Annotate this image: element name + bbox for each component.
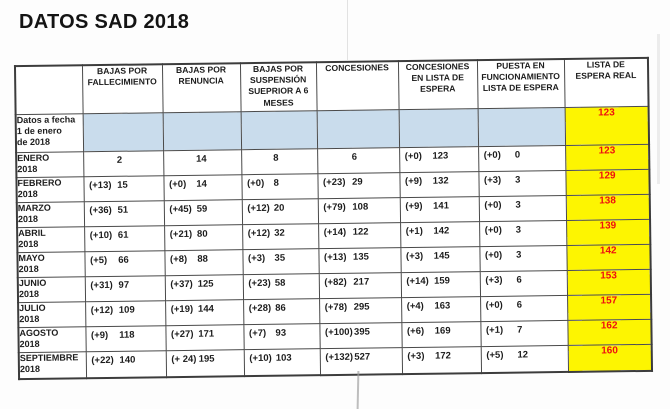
table-cell xyxy=(479,245,566,271)
cell-delta: (+ 24) xyxy=(171,353,197,365)
cell-delta: (+0) xyxy=(483,149,501,161)
cell-delta xyxy=(84,154,117,165)
table-cell xyxy=(399,171,478,197)
table-cell xyxy=(319,272,401,298)
row-label: JUNIO 2018 xyxy=(18,276,85,302)
scan-fold-artifact-bottom xyxy=(357,371,360,409)
table-cell xyxy=(85,275,165,301)
table-cell xyxy=(241,173,317,199)
table-cell xyxy=(83,175,163,201)
cell-delta: (+13) xyxy=(88,179,112,191)
cell-value: 80 xyxy=(196,228,208,240)
cell-delta: (+0) xyxy=(485,299,503,311)
table-cell xyxy=(399,146,478,172)
column-header-lista-espera-real: LISTA DE ESPERA REAL xyxy=(564,58,649,107)
cell-value: 8 xyxy=(273,152,279,164)
table-cell xyxy=(243,298,319,324)
table-cell xyxy=(244,348,320,376)
table-cell xyxy=(319,297,401,323)
cell-value: 3 xyxy=(515,224,522,236)
cell-value: 140 xyxy=(119,354,136,366)
table-cell xyxy=(401,321,480,347)
cell-delta: (+9) xyxy=(404,175,423,187)
table-cell xyxy=(85,325,165,351)
cell-delta: (+8) xyxy=(169,253,188,265)
cell-delta xyxy=(318,151,352,162)
scanned-sheet xyxy=(14,57,653,380)
table-cell xyxy=(401,296,480,322)
cell-delta: (+3) xyxy=(485,274,503,286)
cell-value: 8 xyxy=(273,177,279,189)
table-cell xyxy=(165,299,243,325)
table-cell xyxy=(165,274,243,300)
table-cell xyxy=(165,324,243,350)
cell-value: 51 xyxy=(117,204,129,216)
cell-delta xyxy=(242,152,274,163)
lista-espera-real-cell: 123 xyxy=(565,106,649,145)
cell-value: 86 xyxy=(275,302,286,314)
cell-delta: (+12) xyxy=(247,202,270,214)
table-cell xyxy=(242,248,318,274)
table-cell xyxy=(479,195,566,221)
cell-value: 169 xyxy=(434,324,451,337)
cell-delta: (+0) xyxy=(484,199,502,211)
cell-value: 6 xyxy=(516,274,522,286)
row-label: MARZO 2018 xyxy=(17,201,84,227)
cell-delta: (+100) xyxy=(324,326,353,338)
lista-espera-real-cell: 129 xyxy=(565,169,649,195)
scan-fold-artifact-top xyxy=(347,0,348,60)
cell-delta: (+82) xyxy=(324,276,347,288)
cell-delta: (+19) xyxy=(170,303,194,315)
cell-value: 159 xyxy=(434,274,451,287)
cell-delta: (+12) xyxy=(90,304,114,316)
table-cell xyxy=(166,349,244,377)
cell-delta: (+12) xyxy=(247,227,271,239)
cell-value: 14 xyxy=(196,178,208,190)
cell-delta: (+1) xyxy=(485,324,504,336)
cell-delta: (+3) xyxy=(405,250,424,262)
table-cell xyxy=(478,170,565,196)
table-cell xyxy=(318,197,400,223)
table-cell xyxy=(400,196,479,222)
cell-delta: (+23) xyxy=(322,176,346,188)
cell-delta: (+79) xyxy=(323,201,346,213)
cell-value: 195 xyxy=(198,353,215,365)
cell-delta: (+78) xyxy=(324,301,348,313)
table-cell xyxy=(480,295,567,321)
cell-delta: (+4) xyxy=(406,300,424,312)
cell-delta: (+5) xyxy=(89,254,108,266)
cell-value: 35 xyxy=(274,252,286,264)
row-label: AGOSTO 2018 xyxy=(18,326,85,352)
table-cell xyxy=(401,271,480,297)
cell-delta: (+45) xyxy=(169,203,192,215)
cell-value: 3 xyxy=(515,199,521,211)
cell-delta: (+10) xyxy=(89,229,113,241)
cell-delta: (+3) xyxy=(483,174,502,186)
cell-delta: (+9) xyxy=(90,329,109,341)
cell-value: 93 xyxy=(275,327,287,339)
cell-value: 58 xyxy=(274,277,286,289)
cell-value: 144 xyxy=(197,303,214,315)
cell-value: 3 xyxy=(516,249,522,261)
cell-delta: (+9) xyxy=(405,200,423,212)
cell-delta: (+10) xyxy=(249,352,272,364)
column-header-empty xyxy=(15,65,83,114)
table-cell xyxy=(242,223,318,249)
row-label: ABRIL 2018 xyxy=(17,226,84,252)
cell-value: 125 xyxy=(197,278,214,290)
table-cell xyxy=(400,221,479,247)
cell-value: 217 xyxy=(353,276,370,288)
table-cell xyxy=(163,149,241,175)
table-cell xyxy=(243,323,319,349)
cell-value: 135 xyxy=(352,251,369,263)
table-cell xyxy=(400,246,479,272)
table-cell xyxy=(318,222,400,248)
table-cell xyxy=(479,220,566,246)
cell-value: 88 xyxy=(197,253,208,265)
table-cell xyxy=(164,249,242,275)
cell-delta: (+0) xyxy=(484,224,502,236)
table-cell xyxy=(242,198,318,224)
cell-value: 171 xyxy=(198,328,215,340)
cell-value: 32 xyxy=(274,227,285,239)
table-cell xyxy=(478,107,565,146)
cell-value: 0 xyxy=(514,149,521,161)
cell-value: 2 xyxy=(116,154,123,166)
table-cell xyxy=(481,345,568,373)
cell-value: 123 xyxy=(432,149,449,162)
table-cell xyxy=(83,150,163,176)
table-cell xyxy=(317,147,399,173)
cell-delta: (+36) xyxy=(89,204,112,216)
cell-delta: (+23) xyxy=(248,277,271,289)
row-label: ENERO 2018 xyxy=(16,151,83,177)
cell-delta: (+3) xyxy=(247,252,266,264)
table-cell xyxy=(163,174,241,200)
table-cell xyxy=(164,224,242,250)
cell-value: 7 xyxy=(517,324,523,336)
cell-value: 527 xyxy=(354,351,371,363)
table-cell xyxy=(164,199,242,225)
table-cell xyxy=(317,109,399,148)
table-cell xyxy=(243,273,319,299)
table-cell xyxy=(402,346,481,374)
cell-delta: (+3) xyxy=(407,350,425,362)
cell-delta: (+0) xyxy=(484,249,503,261)
cell-value: 3 xyxy=(515,174,521,186)
cell-delta: (+28) xyxy=(248,302,272,314)
document-title: DATOS SAD 2018 xyxy=(19,11,190,33)
cell-value: 12 xyxy=(517,348,529,361)
lista-espera-real-cell: 138 xyxy=(566,194,650,220)
cell-delta: (+6) xyxy=(406,325,425,337)
column-header-puesta-funcionamiento: PUESTA EN FUNCIONAMIENTO LISTA DE ESPERA xyxy=(477,59,565,108)
lista-espera-real-cell: 160 xyxy=(568,344,652,372)
cell-delta: (+132) xyxy=(325,351,354,363)
table-cell xyxy=(85,300,165,326)
column-header-bajas-renuncia: BAJAS POR RENUNCIA xyxy=(162,63,241,112)
cell-delta: (+1) xyxy=(405,225,423,237)
table-cell xyxy=(320,347,402,375)
lista-espera-real-cell: 162 xyxy=(567,319,651,345)
cell-value: 20 xyxy=(273,202,285,214)
table-cell xyxy=(318,247,400,273)
lista-espera-real-cell: 157 xyxy=(567,294,651,320)
table-cell xyxy=(241,110,317,149)
cell-delta: (+13) xyxy=(323,251,347,263)
cell-value: 108 xyxy=(352,201,369,213)
cell-value: 295 xyxy=(353,301,370,313)
lista-espera-real-cell: 142 xyxy=(566,244,650,270)
cell-value: 118 xyxy=(119,329,135,341)
row-label: FEBRERO 2018 xyxy=(16,176,83,202)
cell-value: 132 xyxy=(432,174,449,187)
cell-value: 66 xyxy=(118,254,129,266)
scan-page-edge-artifact xyxy=(657,34,660,184)
cell-delta: (+31) xyxy=(90,279,113,291)
cell-delta: (+37) xyxy=(170,278,193,290)
table-cell xyxy=(480,270,567,296)
column-header-bajas-suspension: BAJAS POR SUSPENSIÓN SUEPRIOR A 6 MESES xyxy=(240,62,317,111)
table-cell xyxy=(163,111,241,150)
cell-value: 6 xyxy=(516,299,523,311)
table-cell xyxy=(83,112,163,151)
cell-value: 59 xyxy=(196,203,208,215)
cell-delta: (+0) xyxy=(246,177,265,189)
cell-delta: (+0) xyxy=(404,150,422,162)
table-cell xyxy=(84,225,164,251)
cell-delta: (+14) xyxy=(323,226,347,238)
cell-value: 97 xyxy=(118,279,130,291)
lista-espera-real-cell: 139 xyxy=(566,219,650,245)
lista-espera-real-cell: 123 xyxy=(565,144,649,170)
cell-delta: (+14) xyxy=(406,275,429,287)
cell-delta: (+5) xyxy=(486,349,504,361)
column-header-bajas-fallecimiento: BAJAS POR FALLECIMIENTO xyxy=(82,64,163,113)
row-label: Datos a fecha 1 de enero de 2018 xyxy=(16,113,83,152)
cell-value: 141 xyxy=(433,199,450,212)
header-row xyxy=(15,58,649,114)
cell-delta: (+27) xyxy=(170,328,194,340)
cell-value: 395 xyxy=(353,326,370,338)
cell-delta: (+0) xyxy=(168,178,187,190)
cell-value: 172 xyxy=(434,349,451,362)
column-header-concesiones: CONCESIONES xyxy=(316,61,399,110)
row-label: JULIO 2018 xyxy=(18,301,85,327)
cell-delta: (+22) xyxy=(91,354,114,366)
cell-value: 109 xyxy=(118,304,135,316)
table-cell xyxy=(86,350,166,378)
cell-value: 29 xyxy=(351,176,363,188)
cell-delta: (+7) xyxy=(248,327,267,339)
datos-sad-table xyxy=(14,57,653,380)
row-label: SEPTIEMBRE 2018 xyxy=(19,351,86,379)
cell-value: 61 xyxy=(117,229,129,241)
table-cell xyxy=(84,250,164,276)
cell-value: 103 xyxy=(275,352,292,364)
table-cell xyxy=(478,145,565,171)
cell-value: 122 xyxy=(352,226,369,238)
table-cell xyxy=(241,148,317,174)
table-cell xyxy=(317,172,399,198)
cell-value: 142 xyxy=(433,224,450,237)
cell-value: 145 xyxy=(433,249,450,262)
cell-delta: (+21) xyxy=(169,228,193,240)
cell-value: 6 xyxy=(351,151,358,163)
cell-delta xyxy=(164,153,196,164)
table-cell xyxy=(399,108,478,147)
column-header-concesiones-lista: CONCESIONES EN LISTA DE ESPERA xyxy=(398,60,478,109)
lista-espera-real-cell: 153 xyxy=(567,269,651,295)
table-cell xyxy=(480,320,567,346)
table-cell xyxy=(84,200,164,226)
cell-value: 14 xyxy=(195,153,207,165)
cell-value: 15 xyxy=(117,179,128,191)
cell-value: 163 xyxy=(434,299,451,312)
row-label: MAYO 2018 xyxy=(17,251,84,277)
table-cell xyxy=(319,322,401,348)
